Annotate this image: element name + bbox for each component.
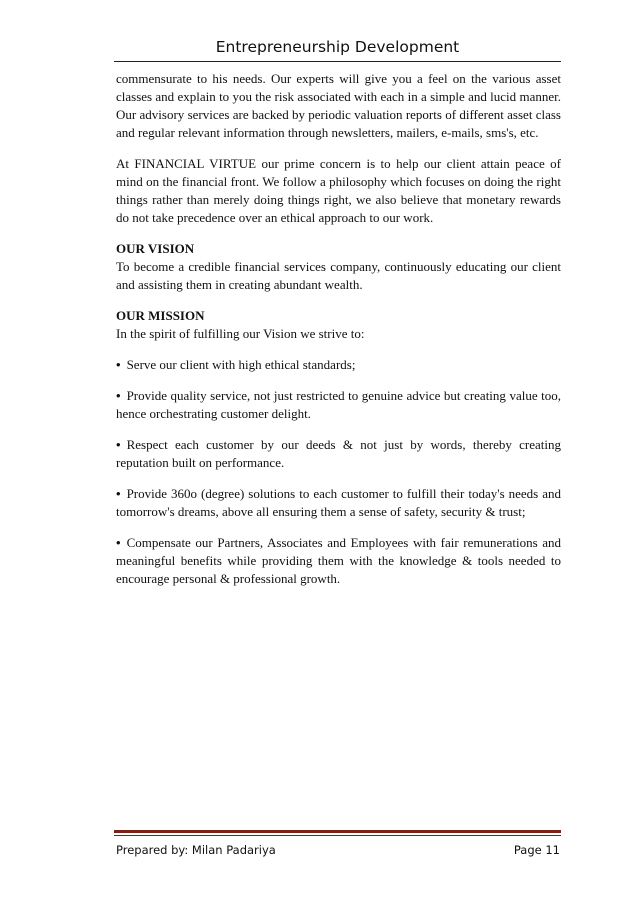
list-item-text: Provide 360o (degree) solutions to each customer to fulfill their today's needs and tomorrow's dreams, above all ensuring them a sense of safety, security & trust;	[116, 486, 561, 519]
list-item	[116, 485, 561, 521]
footer-author: Prepared by: Milan Padariya	[116, 843, 276, 857]
footer-divider-thin	[114, 835, 561, 836]
list-item-text: Serve our client with high ethical standards;	[126, 357, 356, 372]
vision-text: To become a credible financial services company, continuously educating our client and assisting them in creating abundant wealth.	[116, 259, 561, 292]
header-divider	[114, 61, 561, 62]
list-item	[116, 387, 561, 423]
list-item	[116, 436, 561, 472]
vision-heading: OUR VISION	[116, 241, 195, 256]
paragraph: At FINANCIAL VIRTUE our prime concern is to help our client attain peace of mind on the financial front. We follow a philosophy which focuses on doing the right things rather than merely doing things right, we also believe that monetary rewards do not take precedence over an ethical approach to our work.	[116, 156, 561, 225]
bullet-icon: •	[116, 437, 121, 452]
document-body	[116, 70, 561, 601]
list-item	[116, 356, 561, 374]
list-item-text: Compensate our Partners, Associates and Employees with fair remunerations and meaningful benefits while providing them with the knowledge & tools needed to encourage personal & professional growth.	[116, 535, 561, 586]
page-number: Page 11	[513, 843, 560, 857]
bullet-icon: •	[116, 357, 121, 372]
list-item	[116, 534, 561, 588]
bullet-icon: •	[116, 486, 121, 501]
list-item-text: Respect each customer by our deeds & not just by words, thereby creating reputation built on performance.	[116, 437, 561, 470]
mission-section	[116, 307, 561, 343]
bullet-icon: •	[116, 535, 121, 550]
vision-section	[116, 240, 561, 294]
paragraph: commensurate to his needs. Our experts will give you a feel on the various asset classes and explain to you the risk associated with each in a simple and lucid manner. Our advisory services are backed by periodic valuation reports of different asset class and regular relevant information through newsletters, mailers, e-mails, sms's, etc.	[116, 71, 561, 140]
bullet-icon: •	[116, 388, 121, 403]
mission-heading: OUR MISSION	[116, 308, 205, 323]
page-header: Entrepreneurship Development	[215, 38, 460, 56]
list-item-text: Provide quality service, not just restricted to genuine advice but creating value too, hence orchestrating customer delight.	[116, 388, 561, 421]
footer-divider-thick	[114, 830, 561, 833]
mission-text: In the spirit of fulfilling our Vision we strive to:	[116, 326, 365, 341]
